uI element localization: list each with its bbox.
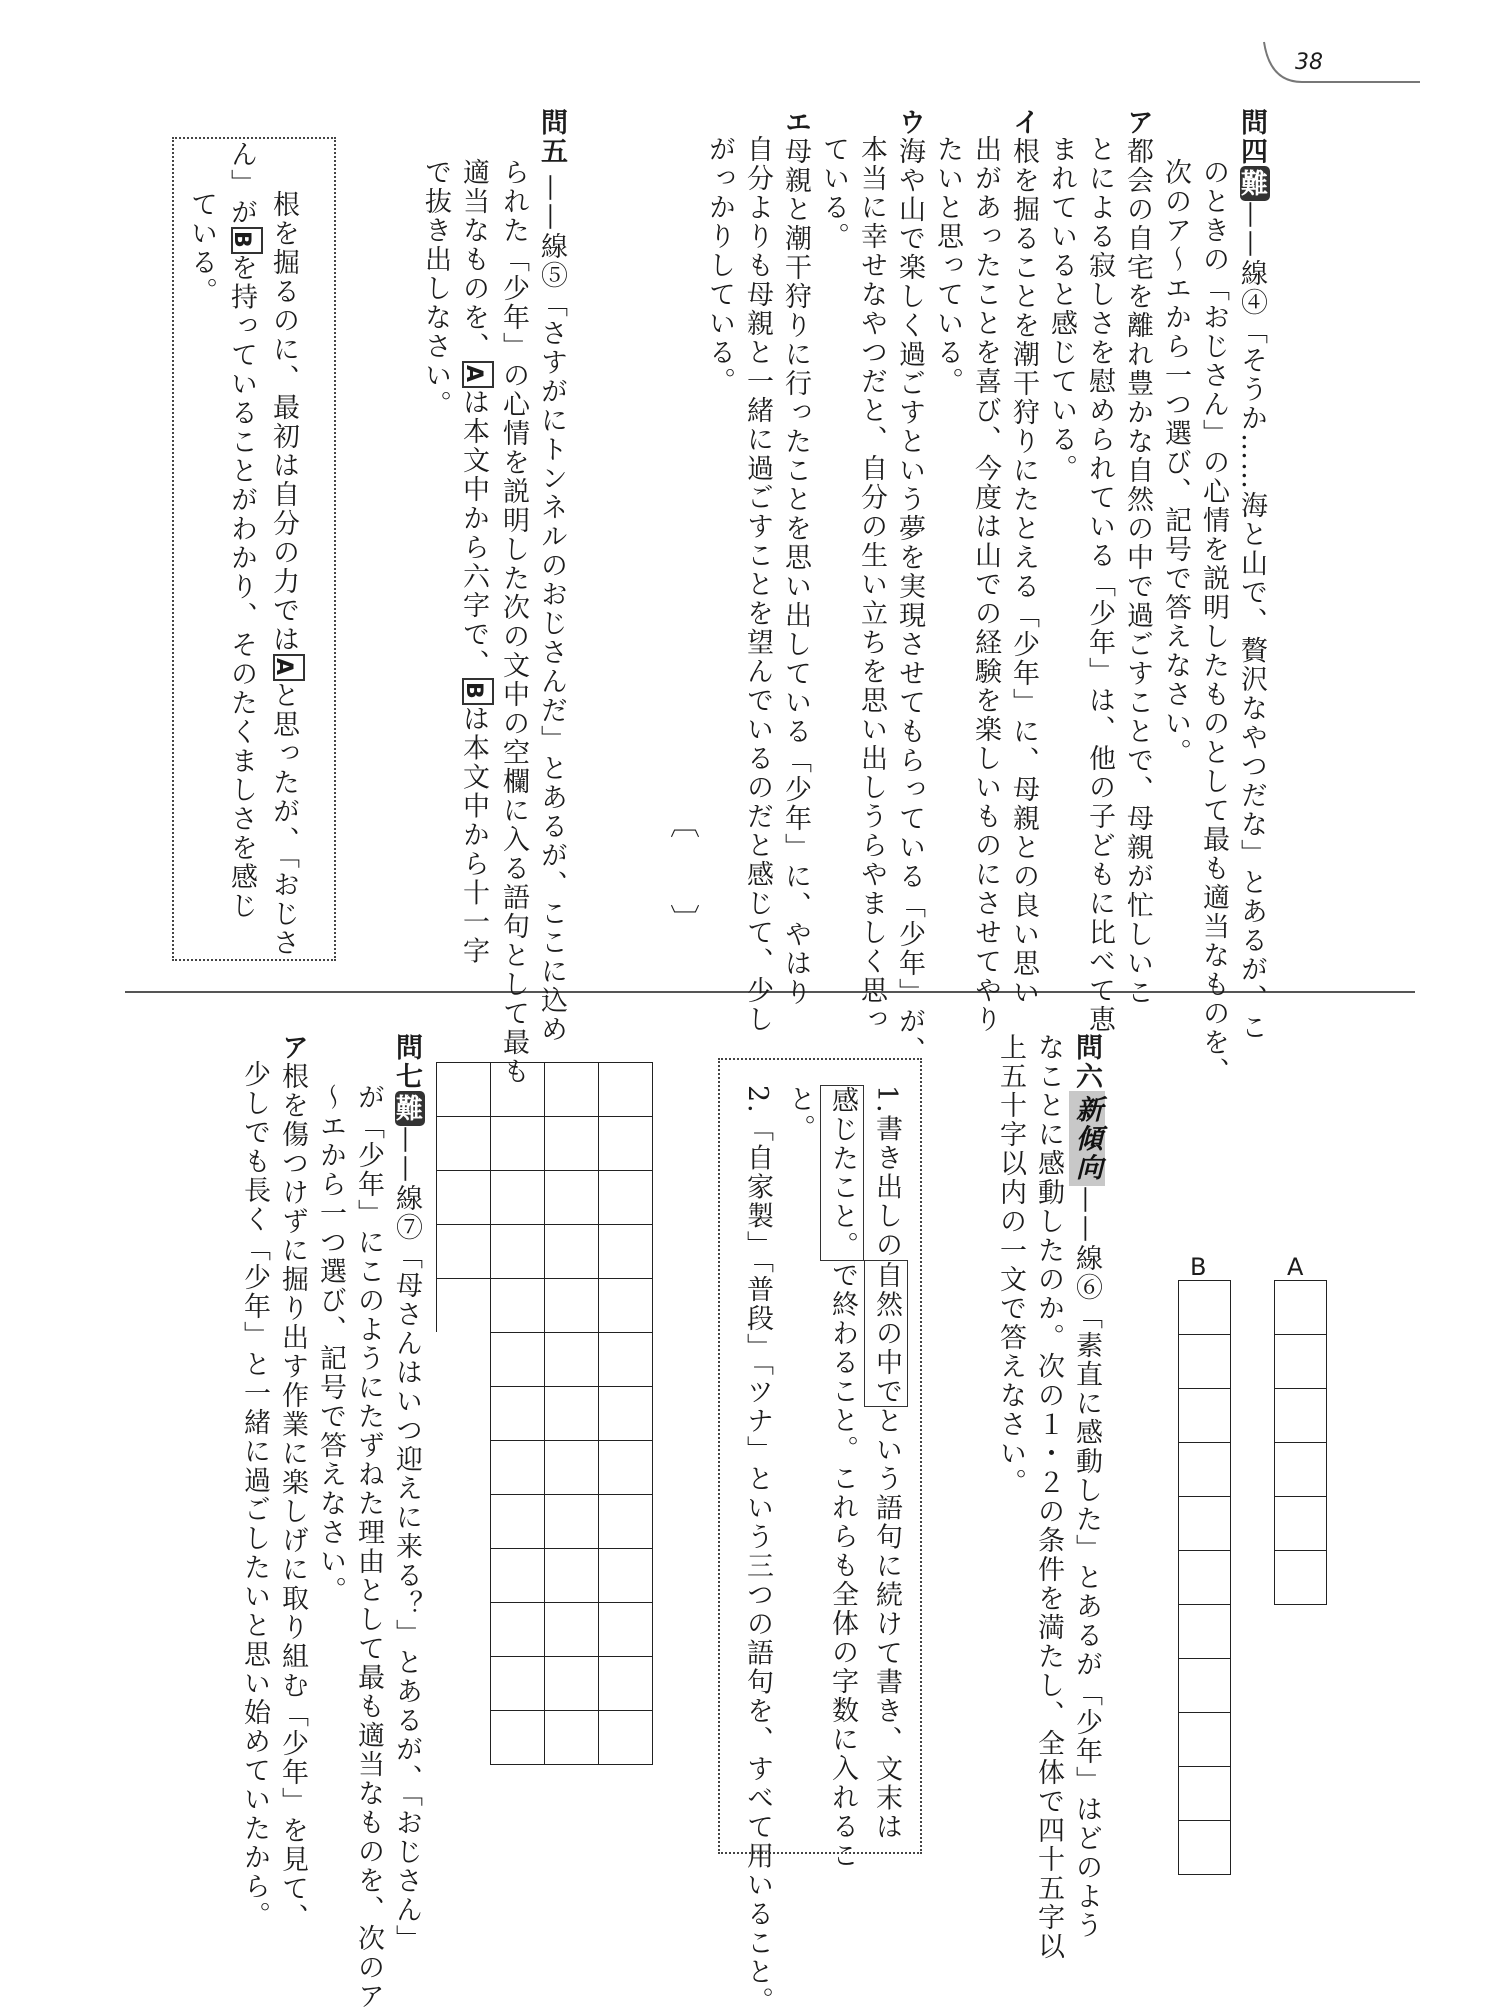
- page-number: 38: [1295, 50, 1323, 75]
- blank-a-marker: A: [273, 654, 305, 681]
- question-4-stem-line-3: 次のア～エから一つ選び、記号で答えなさい。: [1160, 158, 1191, 767]
- question-5-stem-line-2: られた「少年」の心情を説明した次の文中の空欄に入る語句として最も: [498, 158, 529, 1086]
- question-6: [991, 1033, 1105, 1961]
- condition-1: 1.書き出しの自然の中でという語句に続けて書き、文末は: [864, 1085, 908, 1825]
- answer-grid-q6[interactable]: [436, 1062, 653, 1332]
- answer-grid-q6-lower[interactable]: [490, 1332, 653, 1765]
- boxed-phrase-start: 自然の中で: [864, 1260, 908, 1407]
- answer-grid-b-label: B: [1190, 1253, 1207, 1281]
- question-7-label: 問七: [391, 1033, 422, 1091]
- choice-i-line-3: たいと思っている。: [932, 135, 963, 396]
- answer-bracket[interactable]: 〔 〕: [664, 808, 699, 936]
- question-6-stem-line-2: なことに感動したのか。次の１・２の条件を満たし、全体で四十五字以: [1033, 1033, 1064, 1961]
- question-5-passage: [181, 140, 305, 958]
- answer-grid-b[interactable]: [1178, 1280, 1231, 1875]
- question-6-conditions: [736, 1085, 908, 2016]
- choice-a: ア都会の自宅を離れ豊かな自然の中で過ごすことで、母親が忙しいこ: [1122, 108, 1153, 1007]
- difficulty-badge: 難: [395, 1091, 425, 1126]
- new-trend-badge: 新傾向: [1069, 1091, 1105, 1186]
- question-4-stem-line-2: のときの「おじさん」の心情を説明したものとして最も適当なものを、: [1198, 158, 1229, 1086]
- condition-1-line-2: 感じたこと。で終わること。これらも全体の字数に入れるこ: [820, 1085, 864, 1825]
- page-header-rule: [1262, 38, 1422, 88]
- passage-line-2: ん」がBを持っていることがわかり、そのたくましさを感じ: [221, 190, 263, 930]
- question-6-stem-line-1: 問六新傾向——線⑥「素直に感動した」とあるが「少年」はどのよう: [1067, 1033, 1105, 1933]
- choice-e-line-2: 自分よりも母親と一緒に過ごすことを望んでいるのだと感じて、少し: [742, 135, 773, 1034]
- question-5: [416, 108, 570, 1086]
- choice-i-line-2: 出があったことを喜び、今度は山での経験を楽しいものにさせてやり: [970, 135, 1001, 1034]
- choice-u-line-3: ている。: [818, 135, 849, 251]
- question-7: [235, 1033, 425, 2011]
- condition-1-line-3: と。: [784, 1085, 815, 1143]
- choice-a-line-2: とによる寂しさを慰められている「少年」は、他の子どもに比べて恵: [1084, 135, 1115, 1034]
- passage-line-3: ている。: [186, 190, 217, 306]
- question-4-stem-line-1: 問四難——線④「そうか……海と山で、贅沢なやつだな」とあるが、こ: [1232, 108, 1270, 988]
- blank-b-marker: B: [462, 678, 494, 705]
- blank-a-marker: A: [462, 361, 494, 388]
- condition-2: 2.「自家製」「普段」「ツナ」という三つの語句を、すべて用いること。: [742, 1085, 773, 2016]
- question-5-label: 問五: [536, 108, 567, 166]
- question-7-stem-line-3: ～エから一つ選び、記号で答えなさい。: [315, 1083, 346, 1605]
- question-5-stem-line-4: で抜き出しなさい。: [420, 158, 451, 419]
- question-7-stem-line-1: 問七難——線⑦「母さんはいつ迎えに来る？」とあるが、「おじさん」: [387, 1033, 425, 1933]
- choice-i: イ根を掘ることを潮干狩りにたとえる「少年」に、母親との良い思い: [1008, 108, 1039, 1007]
- question-4-label: 問四: [1236, 108, 1267, 166]
- choice-u-line-2: 本当に幸せなやつだと、自分の生い立ちを思い出しうらやましく思っ: [856, 135, 887, 1034]
- choice-e-line-3: がっかりしている。: [704, 135, 735, 396]
- choice-a-line-2: 少しでも長く「少年」と一緒に過ごしたいと思い始めていたから。: [239, 1060, 270, 1930]
- question-6-stem-line-3: 上五十字以内の一文で答えなさい。: [995, 1033, 1026, 1497]
- passage-line-1: 根を掘るのに、最初は自分の力ではAと思ったが、「おじさ: [263, 190, 305, 930]
- question-6-label: 問六: [1071, 1033, 1102, 1091]
- question-7-stem-line-2: が「少年」にこのようにたずねた理由として最も適当なものを、次のア: [353, 1083, 384, 2011]
- choice-a-line-3: まれていると感じている。: [1046, 135, 1077, 483]
- choice-a: ア根を傷つけずに掘り出す作業に楽しげに取り組む「少年」を見て、: [277, 1033, 308, 1932]
- choice-e: エ母親と潮干狩りに行ったことを思い出している「少年」に、やはり: [780, 108, 811, 1007]
- answer-grid-a-label: A: [1287, 1253, 1304, 1281]
- question-5-stem-line-1: 問五——線⑤「さすがにトンネルのおじさんだ」とあるが、ここに込め: [536, 108, 567, 1044]
- blank-b-marker: B: [231, 227, 263, 254]
- question-5-stem-line-3: 適当なものを、Aは本文中から六字で、Bは本文中から十一字: [454, 108, 494, 988]
- boxed-phrase-end: 感じたこと。: [820, 1085, 864, 1261]
- answer-grid-a[interactable]: [1274, 1280, 1327, 1605]
- difficulty-badge: 難: [1240, 166, 1270, 201]
- choice-u: ウ海や山で楽しく過ごすという夢を実現させてもらっている「少年」が、: [894, 108, 925, 1065]
